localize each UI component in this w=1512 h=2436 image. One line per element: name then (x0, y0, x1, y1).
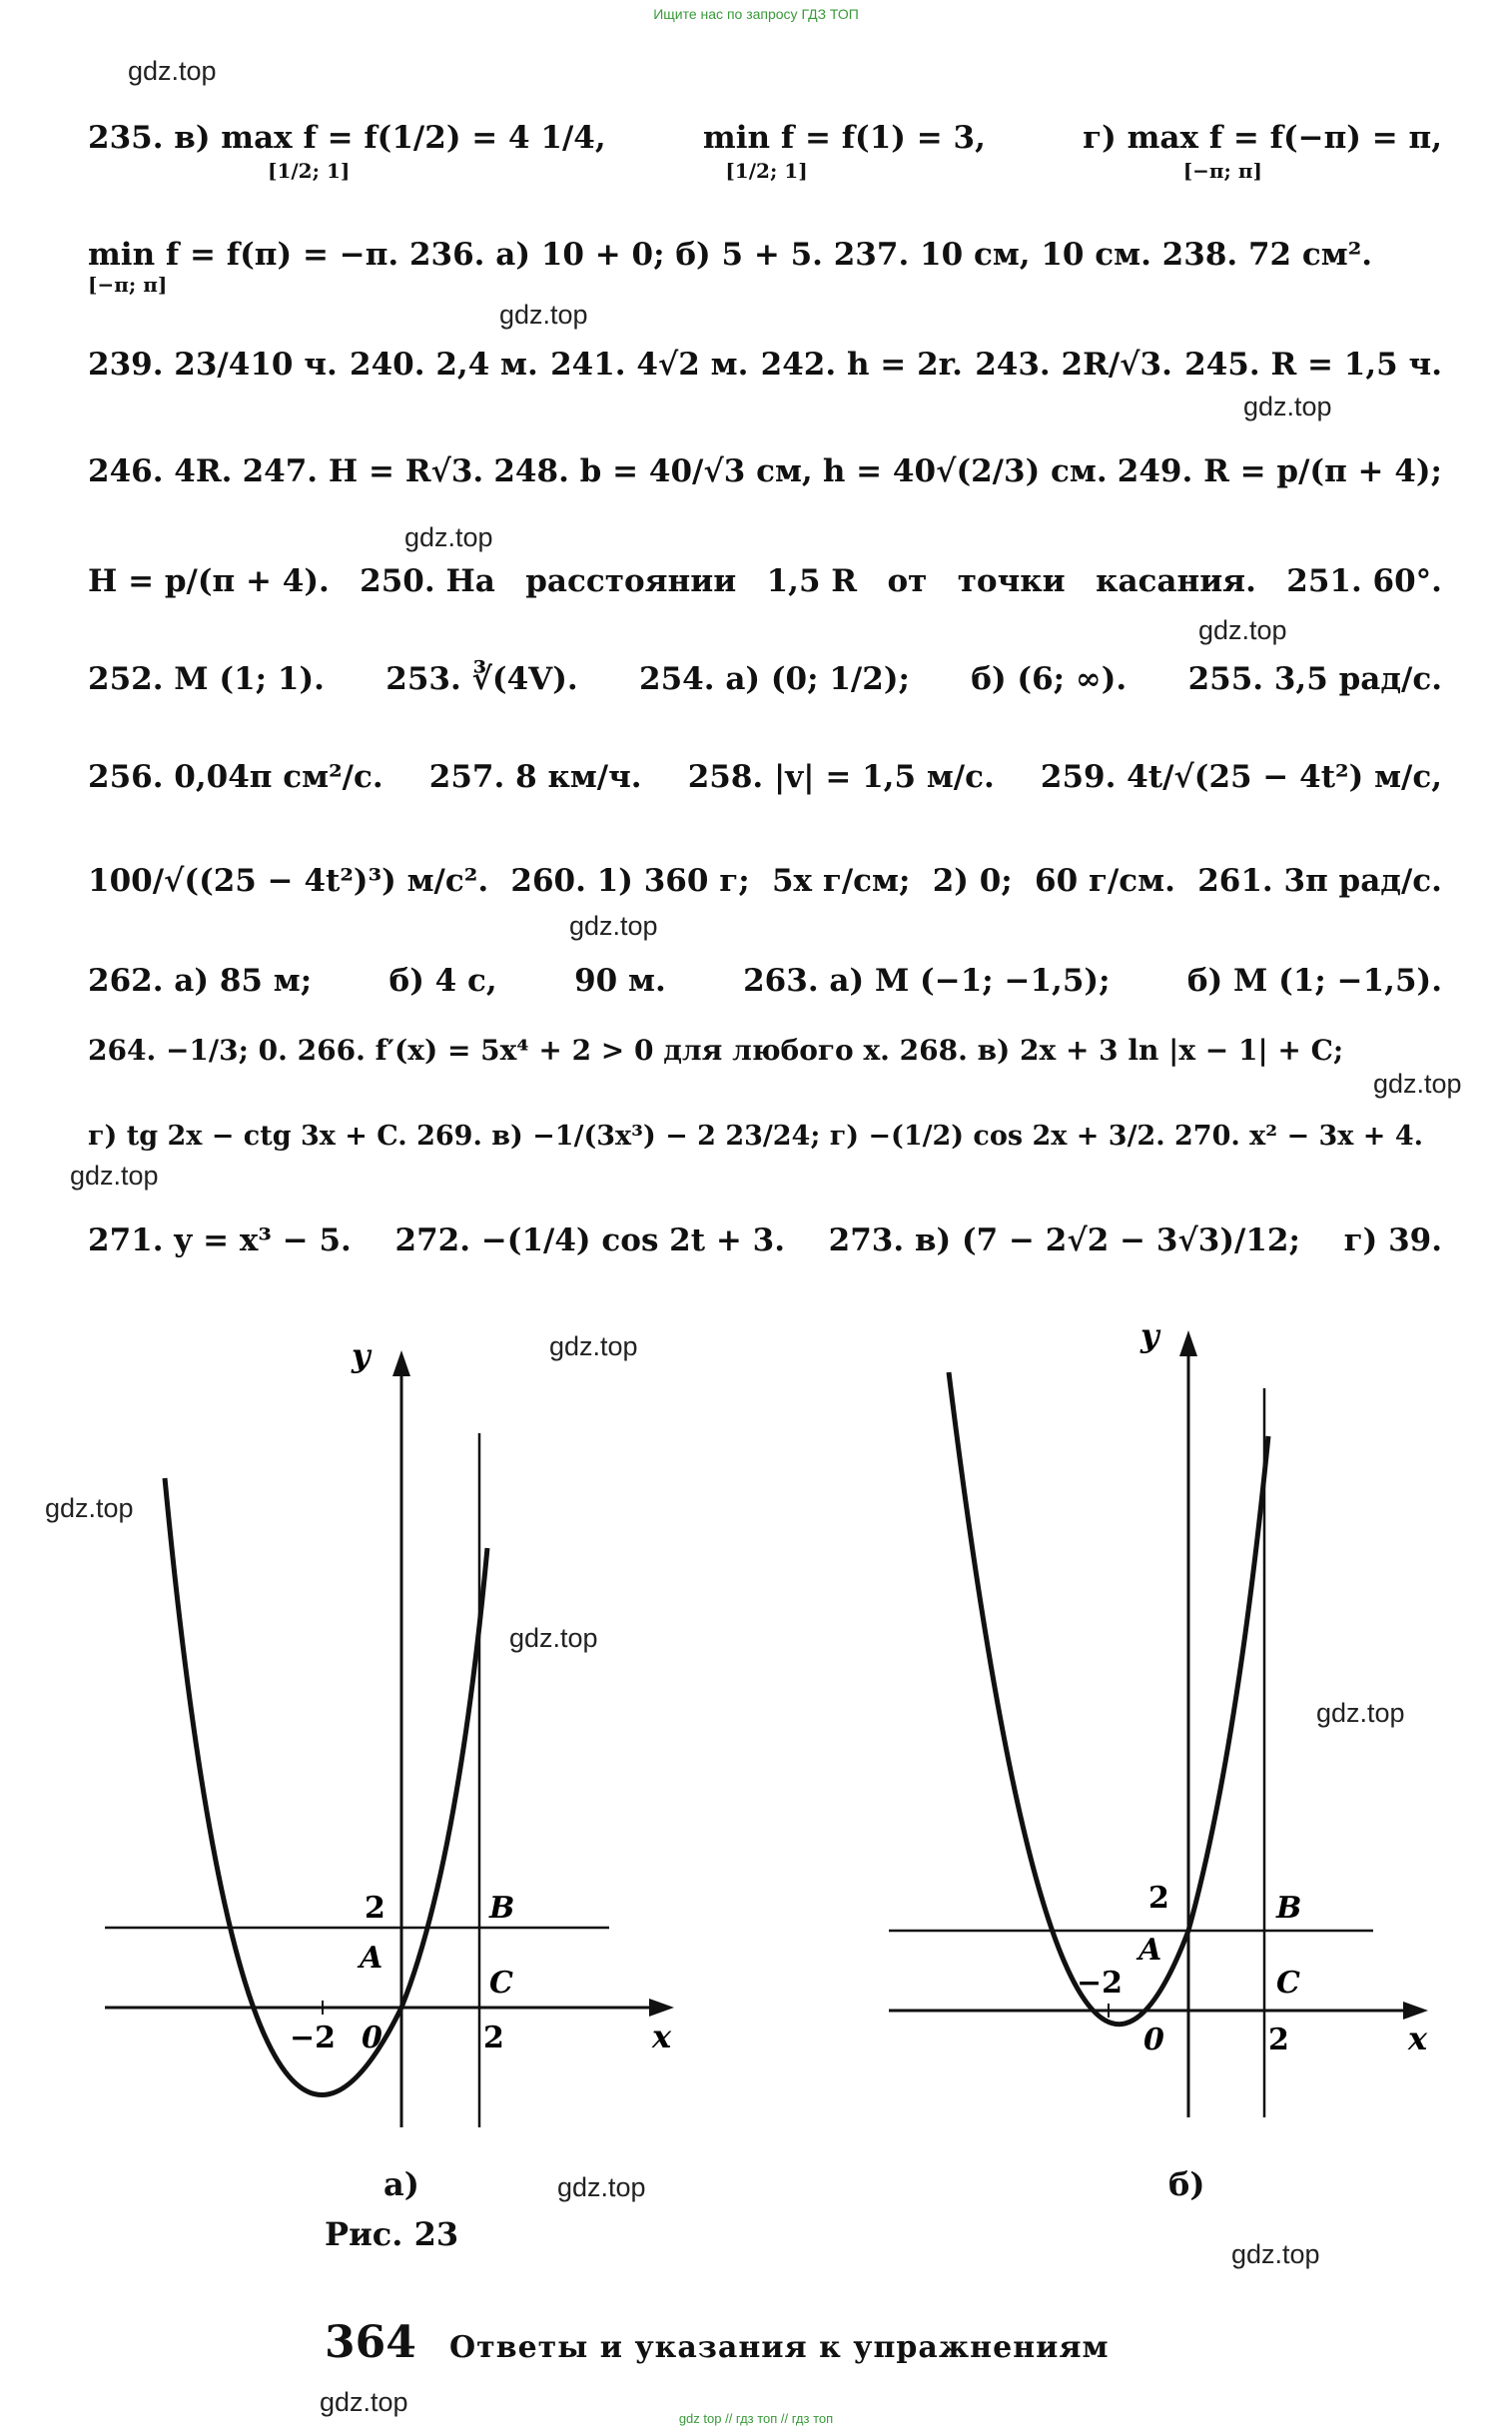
y-axis-arrow-icon (1179, 1330, 1197, 1356)
x-axis-label: x (1408, 2020, 1428, 2057)
page-number: 364 (325, 2317, 416, 2368)
origin-label: 0 (1143, 2023, 1164, 2057)
point-c-label: C (489, 1966, 513, 2001)
watermark: gdz.top (45, 1493, 134, 1523)
answer-line-264: 264. −1/3; 0. 266. f′(x) = 5x⁴ + 2 > 0 для любого x. 268. в) 2x + 3 ln |x − 1| + C; (88, 1034, 1344, 1067)
graph-a (90, 1328, 709, 2177)
watermark: gdz.top (569, 911, 658, 941)
tick-y-label: 2 (1148, 1881, 1169, 1916)
answer-line-260: 100/√((25 − 4t²)³) м/с². 260. 1) 360 г; 5x г/см; 2) 0; 60 г/см. 261. 3π рад/с. (88, 863, 1442, 899)
point-a-label: A (360, 1941, 383, 1976)
answer-line-235-subscripts: [1/2; 1] [1/2; 1] [−π; π] (268, 159, 1262, 183)
point-b-label: B (1276, 1891, 1302, 1926)
graph-a-label: а) (383, 2165, 419, 2203)
answer-line-262: 262. а) 85 м; б) 4 с, 90 м. 263. а) M (−1; −1,5); б) M (1; −1,5). (88, 963, 1442, 999)
watermark: gdz.top (320, 2387, 408, 2417)
answer-line-252: 252. M (1; 1). 253. ∛(4V). 254. а) (0; 1/2); б) (6; ∞). 255. 3,5 рад/с. (88, 661, 1442, 697)
point-b-label: B (489, 1891, 515, 1926)
y-axis-label: y (1140, 1316, 1159, 1354)
answer-line-236-subscript: [−π; π] (88, 273, 168, 297)
x-axis-arrow-icon (1403, 2002, 1428, 2020)
figure-caption: Рис. 23 (325, 2215, 459, 2253)
answer-line-239: 239. 23/410 ч. 240. 2,4 м. 241. 4√2 м. 242. h = 2r. 243. 2R/√3. 245. R = 1,5 ч. (88, 347, 1442, 383)
x-axis-label: x (652, 2018, 672, 2055)
page-footer-title: Ответы и указания к упражнениям (449, 2330, 1110, 2365)
origin-label: 0 (362, 2021, 382, 2055)
watermark: gdz.top (404, 522, 493, 552)
watermark: gdz.top (1243, 392, 1332, 421)
watermark: gdz.top (509, 1623, 598, 1653)
answer-line-236: min f = f(π) = −π. 236. а) 10 + 0; б) 5 + 5. 237. 10 см, 10 см. 238. 72 см². (88, 237, 1373, 273)
header-note: Ищите нас по запросу ГДЗ ТОП (653, 6, 859, 22)
watermark: gdz.top (70, 1161, 159, 1191)
watermark: gdz.top (1231, 2239, 1320, 2269)
answer-line-235: 235. в) max f = f(1/2) = 4 1/4, min f = f(1) = 3, г) max f = f(−π) = π, (88, 120, 1442, 156)
parabola-curve (949, 1372, 1268, 2025)
tick-neg-label: −2 (1077, 1966, 1124, 2001)
watermark: gdz.top (557, 2172, 646, 2202)
answer-line-250: H = p/(π + 4). 250. На расстоянии 1,5 R от точки касания. 251. 60°. (88, 563, 1442, 599)
y-axis-arrow-icon (392, 1350, 410, 1376)
tick-pos-label: 2 (1268, 2023, 1289, 2057)
answer-line-269: г) tg 2x − ctg 3x + C. 269. в) −1/(3x³) − 2 23/24; г) −(1/2) cos 2x + 3/2. 270. x² − 3x + 4. (88, 1121, 1424, 1152)
parabola-curve (165, 1478, 487, 2095)
y-axis-label: y (352, 1336, 371, 1374)
watermark: gdz.top (1198, 615, 1287, 645)
footer-note: gdz top // гдз топ // гдз топ (678, 2411, 834, 2426)
tick-neg-label: −2 (290, 2021, 337, 2055)
graph-b-label: б) (1168, 2165, 1205, 2203)
x-axis-arrow-icon (649, 1999, 674, 2017)
tick-y-label: 2 (365, 1891, 385, 1926)
watermark: gdz.top (1373, 1069, 1462, 1099)
point-c-label: C (1276, 1966, 1300, 2001)
tick-pos-label: 2 (483, 2021, 504, 2055)
answer-line-246: 246. 4R. 247. H = R√3. 248. b = 40/√3 см, h = 40√(2/3) см. 249. R = p/(π + 4); (88, 453, 1442, 489)
watermark: gdz.top (549, 1331, 638, 1361)
watermark: gdz.top (499, 300, 588, 330)
answer-line-271: 271. y = x³ − 5. 272. −(1/4) cos 2t + 3. 273. в) (7 − 2√2 − 3√3)/12; г) 39. (88, 1222, 1442, 1258)
watermark: gdz.top (1316, 1698, 1405, 1728)
point-a-label: A (1138, 1933, 1162, 1968)
answer-line-256: 256. 0,04π см²/с. 257. 8 км/ч. 258. |v| = 1,5 м/с. 259. 4t/√(25 − 4t²) м/с, (88, 759, 1442, 795)
graph-b (879, 1288, 1438, 2117)
watermark: gdz.top (128, 56, 217, 86)
